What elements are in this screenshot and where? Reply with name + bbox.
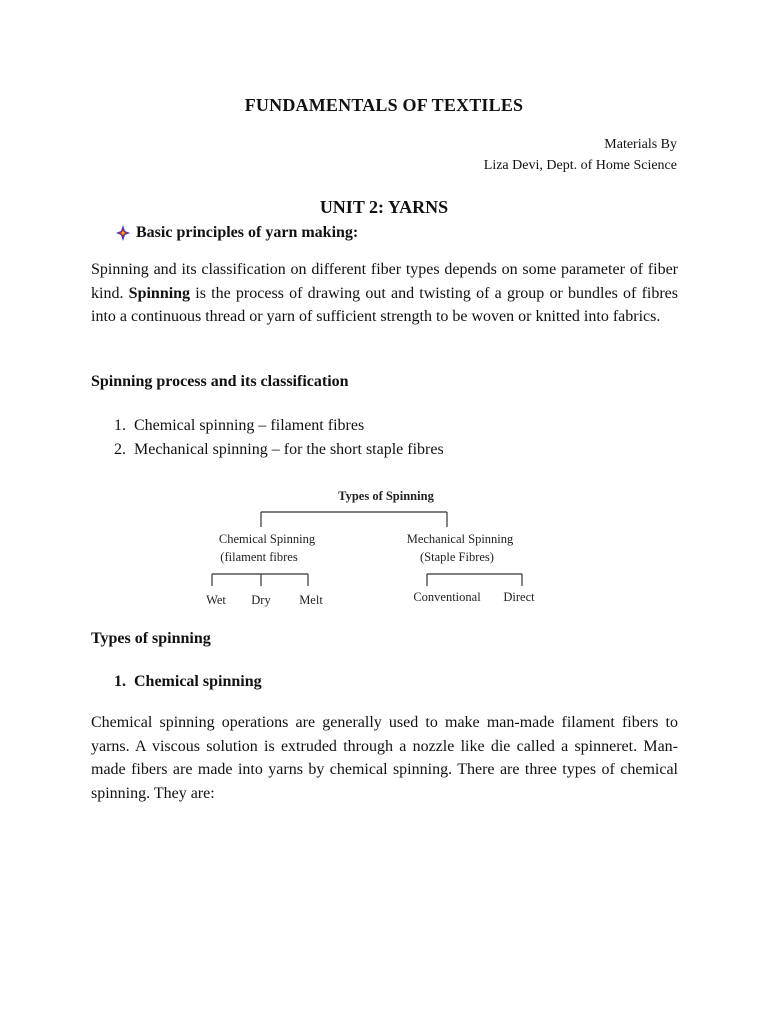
diagram-root-label: Types of Spinning [338, 489, 434, 503]
diagram-leaf-wet: Wet [206, 593, 226, 607]
process-list [114, 414, 444, 462]
diagram-chemical-label: Chemical Spinning [218, 532, 316, 546]
diagram-leaf-conventional: Conventional [413, 590, 481, 604]
credits-line-1: Materials By [604, 137, 677, 152]
chemical-spinning-heading [114, 673, 262, 691]
diagram-connectors [212, 512, 522, 586]
types-heading: Types of spinning [91, 630, 211, 647]
section-heading [116, 224, 358, 242]
heading-text: Chemical spinning [134, 673, 262, 690]
document-title: FUNDAMENTALS OF TEXTILES [244, 95, 524, 115]
intro-paragraph [91, 258, 678, 329]
spinning-types-diagram [195, 480, 555, 615]
list-item-number: 2. [114, 441, 126, 458]
list-item [114, 414, 444, 438]
intro-text-1: Spinning and its classification on different fiber types depends on some parameter of fiber kind. [91, 261, 678, 302]
process-heading: Spinning process and its classification [91, 373, 349, 390]
credits-line-2: Liza Devi, Dept. of Home Science [483, 158, 677, 173]
diagram-leaf-direct: Direct [503, 590, 535, 604]
heading-number: 1. [114, 673, 126, 690]
diagram-mechanical-sublabel: (Staple Fibres) [420, 550, 494, 564]
unit-title: UNIT 2: YARNS [319, 197, 449, 217]
credits [484, 134, 677, 176]
diagram-mechanical-label: Mechanical Spinning [406, 532, 514, 546]
list-item-text: Chemical spinning – filament fibres [134, 417, 365, 434]
list-item-text: Mechanical spinning – for the short staple fibres [134, 441, 444, 458]
intro-text-2: is the process of drawing out and twisting of a group or bundles of fibres into a continuous thread or yarn of sufficient strength to be woven or knitted into fabrics. [91, 284, 679, 325]
intro-bold-term: Spinning [128, 284, 191, 302]
section-heading-text: Basic principles of yarn making: [136, 224, 359, 241]
diagram-leaf-melt: Melt [299, 593, 323, 607]
list-item-number: 1. [114, 417, 126, 434]
chemical-spinning-paragraph: Chemical spinning operations are generally used to make man-made filament fibers to yarns. A viscous solution is extruded through a nozzle like die called a spinneret. Man-made fibers are made into yarns by chemical spinning. There are three types of chemical spinning. They are: [91, 714, 678, 802]
diagram-leaf-dry: Dry [251, 593, 271, 607]
star-bullet-icon [116, 225, 130, 241]
diagram-chemical-sublabel: (filament fibres [220, 550, 298, 564]
list-item [114, 438, 444, 462]
